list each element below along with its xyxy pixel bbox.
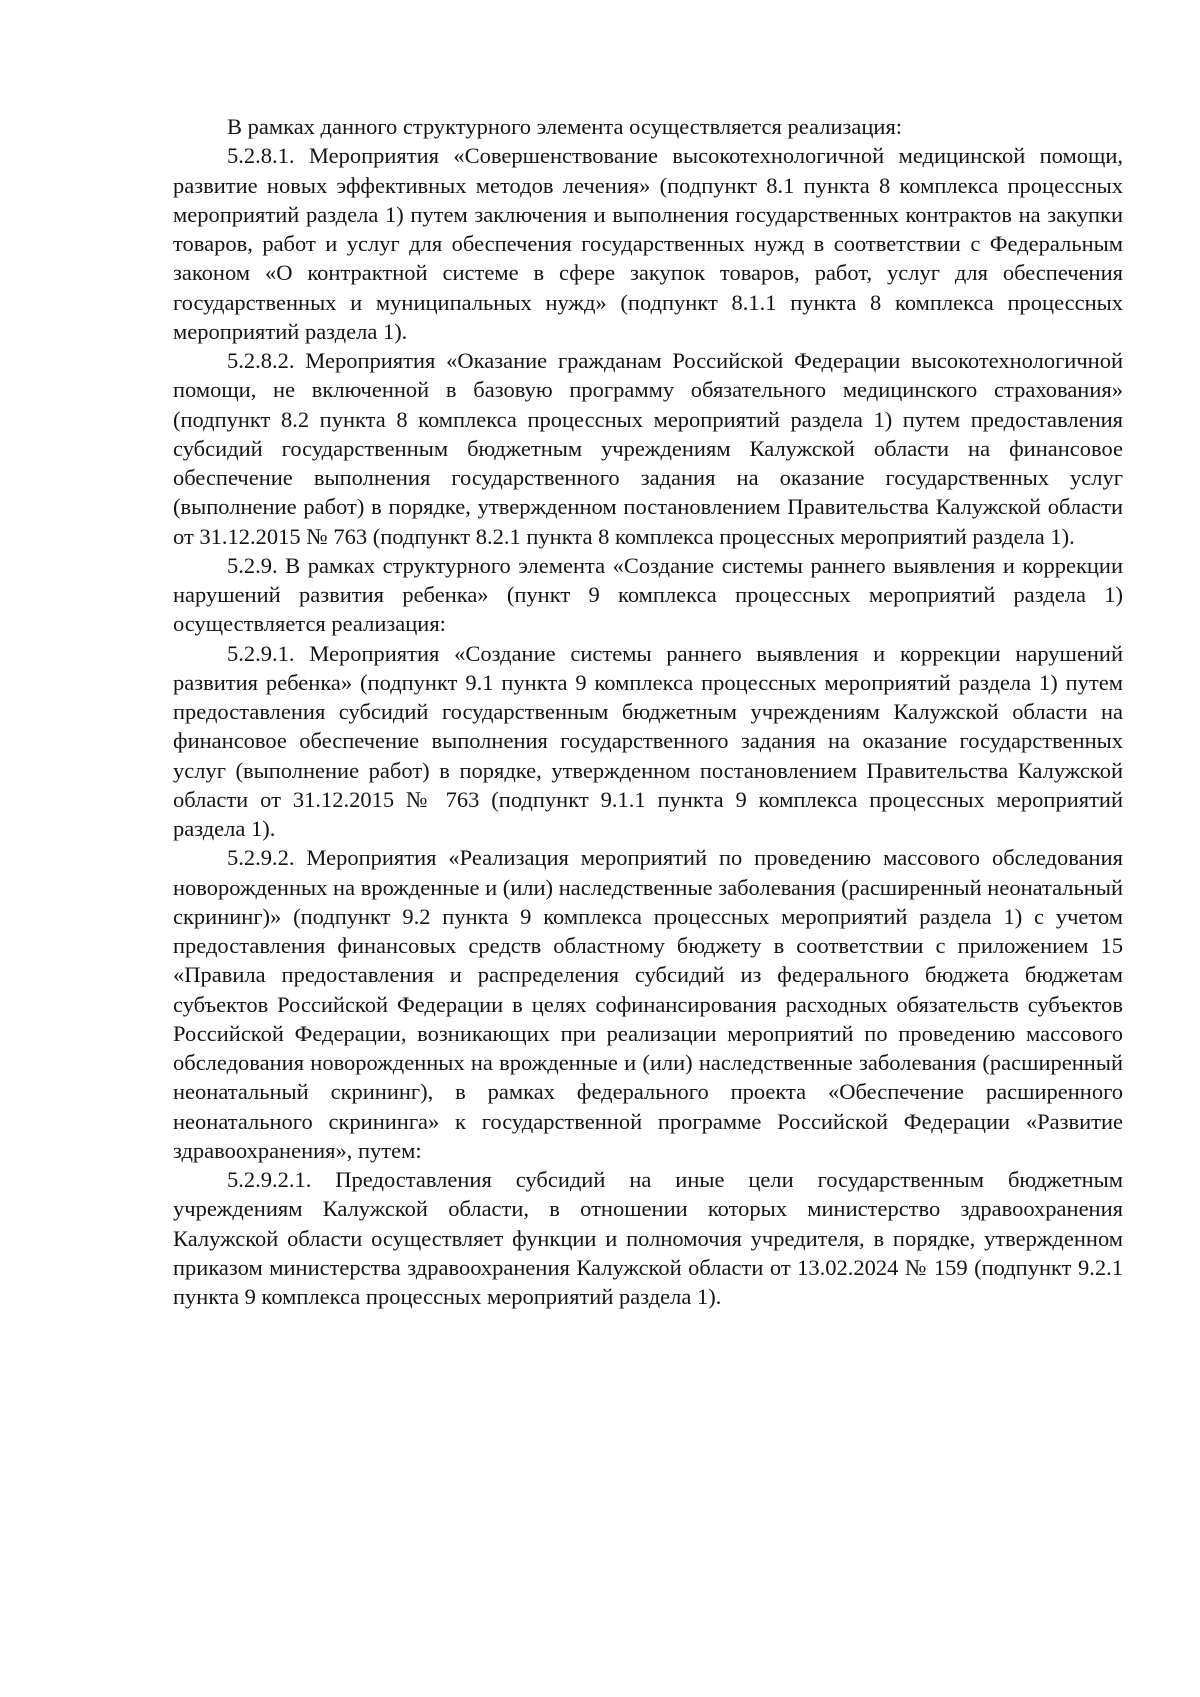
paragraph-5-2-8-1: 5.2.8.1. Мероприятия «Совершенствование высокотехнологичной медицинской помощи, развитие новых эффективных методов лечения» (подпункт 8.1 пункта 8 комплекса процессных мероприятий раздела 1) путем заключения и выполнения государственных контрактов на закупки товаров, работ и услуг для обеспечения государственных нужд в соответствии с Федеральным законом «О контрактной системе в сфере закупок товаров, работ, услуг для обеспечения государственных и муниципальных нужд» (подпункт 8.1.1 пункта 8 комплекса процессных мероприятий раздела 1).	[173, 143, 1123, 344]
paragraph-5-2-9-1: 5.2.9.1. Мероприятия «Создание системы раннего выявления и коррекции нарушений развития ребенка» (подпункт 9.1 пункта 9 комплекса процессных мероприятий раздела 1) путем предоставления субсидий государственным бюджетным учреждениям Калужской области на финансовое обеспечение выполнения государственного задания на оказание государственных услуг (выполнение работ) в порядке, утвержденном постановлением Правительства Калужской области от 31.12.2015 № 763 (подпункт 9.1.1 пункта 9 комплекса процессных мероприятий раздела 1).	[173, 640, 1123, 841]
paragraph-5-2-9-2-1: 5.2.9.2.1. Предоставления субсидий на иные цели государственным бюджетным учреждениям Калужской области, в отношении которых министерство здравоохранения Калужской области осуществляет функции и полномочия учредителя, в порядке, утвержденном приказом министерства здравоохранения Калужской области от 13.02.2024 № 159 (подпункт 9.2.1 пункта 9 комплекса процессных мероприятий раздела 1).	[173, 1167, 1123, 1309]
paragraph-5-2-8-2: 5.2.8.2. Мероприятия «Оказание гражданам Российской Федерации высокотехнологичной помощи, не включенной в базовую программу обязательного медицинского страхования» (подпункт 8.2 пункта 8 комплекса процессных мероприятий раздела 1) путем предоставления субсидий государственным бюджетным учреждениям Калужской области на финансовое обеспечение выполнения государственного задания на оказание государственных услуг (выполнение работ) в порядке, утвержденном постановлением Правительства Калужской области от 31.12.2015 № 763 (подпункт 8.2.1 пункта 8 комплекса процессных мероприятий раздела 1).	[173, 348, 1123, 549]
paragraph-intro: В рамках данного структурного элемента осуществляется реализация:	[227, 114, 903, 139]
document-body	[173, 112, 1123, 1311]
paragraph-5-2-9: 5.2.9. В рамках структурного элемента «Создание системы раннего выявления и коррекции нарушений развития ребенка» (пункт 9 комплекса процессных мероприятий раздела 1) осуществляется реализация:	[173, 552, 1123, 637]
paragraph-5-2-9-2: 5.2.9.2. Мероприятия «Реализация мероприятий по проведению массового обследования новорожденных на врожденные и (или) наследственные заболевания (расширенный неонатальный скрининг)» (подпункт 9.2 пункта 9 комплекса процессных мероприятий раздела 1) с учетом предоставления финансовых средств областному бюджету в соответствии с приложением 15 «Правила предоставления и распределения субсидий из федерального бюджета бюджетам субъектов Российской Федерации в целях софинансирования расходных обязательств субъектов Российской Федерации, возникающих при реализации мероприятий по проведению массового обследования новорожденных на врожденные и (или) наследственные заболевания (расширенный неонатальный скрининг), в рамках федерального проекта «Обеспечение расширенного неонатального скрининга» к государственной программе Российской Федерации «Развитие здравоохранения», путем:	[173, 845, 1123, 1163]
